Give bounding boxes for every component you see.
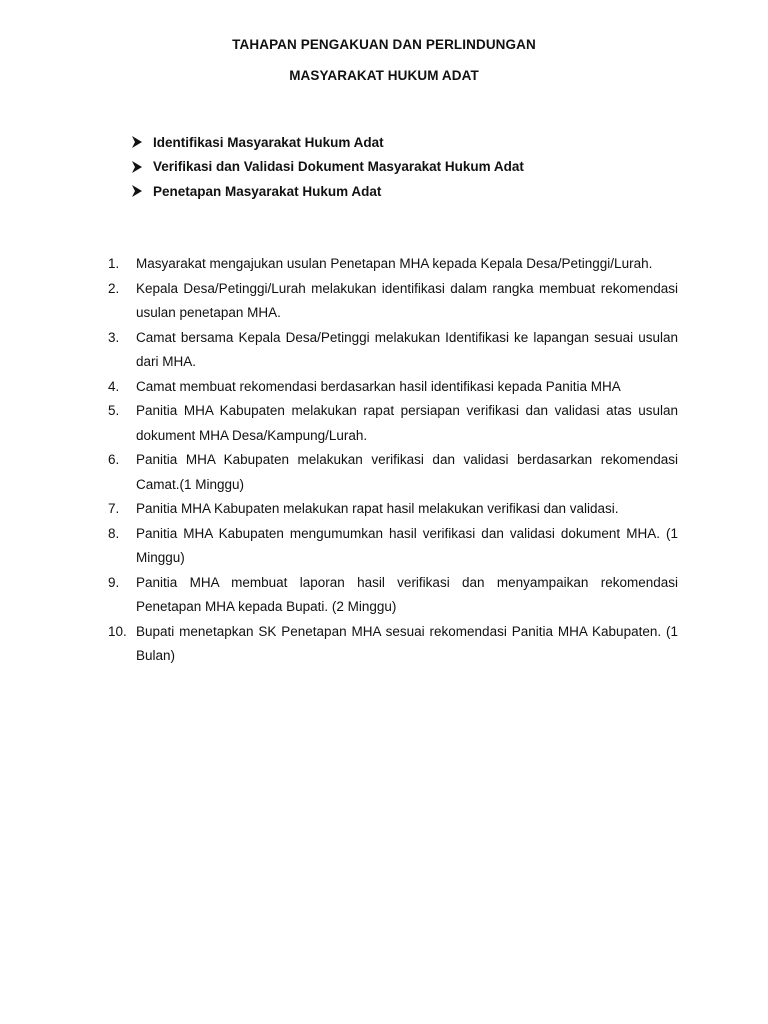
step-number: 6. <box>108 452 120 467</box>
step-number: 10. <box>108 623 127 639</box>
list-item <box>108 571 678 620</box>
step-number: 3. <box>108 329 120 345</box>
list-item <box>108 277 678 326</box>
list-item <box>108 326 678 375</box>
step-number: 8. <box>108 525 120 541</box>
step-text: Panitia MHA Kabupaten melakukan rapat hasil melakukan verifikasi dan validasi. <box>136 501 619 516</box>
stage-label: Verifikasi dan Validasi Dokument Masyarakat Hukum Adat <box>153 159 524 175</box>
arrow-bullet-icon <box>130 160 144 174</box>
procedure-steps-list <box>108 252 678 669</box>
step-text: Panitia MHA Kabupaten mengumumkan hasil verifikasi dan validasi dokument MHA. (1 Minggu) <box>136 525 678 565</box>
arrow-bullet-icon <box>130 184 144 198</box>
step-text: Panitia MHA Kabupaten melakukan verifikasi dan validasi berdasarkan rekomendasi Camat.(1 Minggu) <box>136 452 678 492</box>
stage-item <box>130 130 730 155</box>
arrow-bullet-icon <box>130 135 144 149</box>
step-text: Camat bersama Kepala Desa/Petinggi melakukan Identifikasi ke lapangan sesuai usulan dari MHA. <box>136 329 678 369</box>
stage-item <box>130 179 730 204</box>
list-item <box>108 497 678 522</box>
step-number: 7. <box>108 501 120 516</box>
step-text: Panitia MHA Kabupaten melakukan rapat persiapan verifikasi dan validasi atas usulan dokument MHA Desa/Kampung/Lurah. <box>136 403 678 443</box>
list-item <box>108 522 678 571</box>
document-title-line-2: MASYARAKAT HUKUM ADAT <box>289 68 479 83</box>
stage-label: Penetapan Masyarakat Hukum Adat <box>153 183 382 199</box>
stage-item <box>130 155 730 180</box>
step-text: Kepala Desa/Petinggi/Lurah melakukan identifikasi dalam rangka membuat rekomendasi usulan penetapan MHA. <box>136 280 678 320</box>
step-number: 1. <box>108 256 120 271</box>
step-number: 2. <box>108 280 120 296</box>
stage-list <box>130 130 730 204</box>
step-text: Masyarakat mengajukan usulan Penetapan MHA kepada Kepala Desa/Petinggi/Lurah. <box>136 256 653 271</box>
list-item <box>108 252 678 277</box>
list-item <box>108 375 678 400</box>
list-item <box>108 620 678 669</box>
document-title-line-1: TAHAPAN PENGAKUAN DAN PERLINDUNGAN <box>232 37 536 52</box>
stage-label: Identifikasi Masyarakat Hukum Adat <box>153 134 384 150</box>
step-text: Bupati menetapkan SK Penetapan MHA sesuai rekomendasi Panitia MHA Kabupaten. (1 Bulan) <box>136 623 678 663</box>
step-text: Camat membuat rekomendasi berdasarkan hasil identifikasi kepada Panitia MHA <box>136 378 621 394</box>
list-item <box>108 399 678 448</box>
step-number: 5. <box>108 403 120 418</box>
step-text: Panitia MHA membuat laporan hasil verifikasi dan menyampaikan rekomendasi Penetapan MHA kepada Bupati. (2 Minggu) <box>136 574 678 614</box>
step-number: 9. <box>108 574 120 590</box>
step-number: 4. <box>108 378 120 394</box>
list-item <box>108 448 678 497</box>
